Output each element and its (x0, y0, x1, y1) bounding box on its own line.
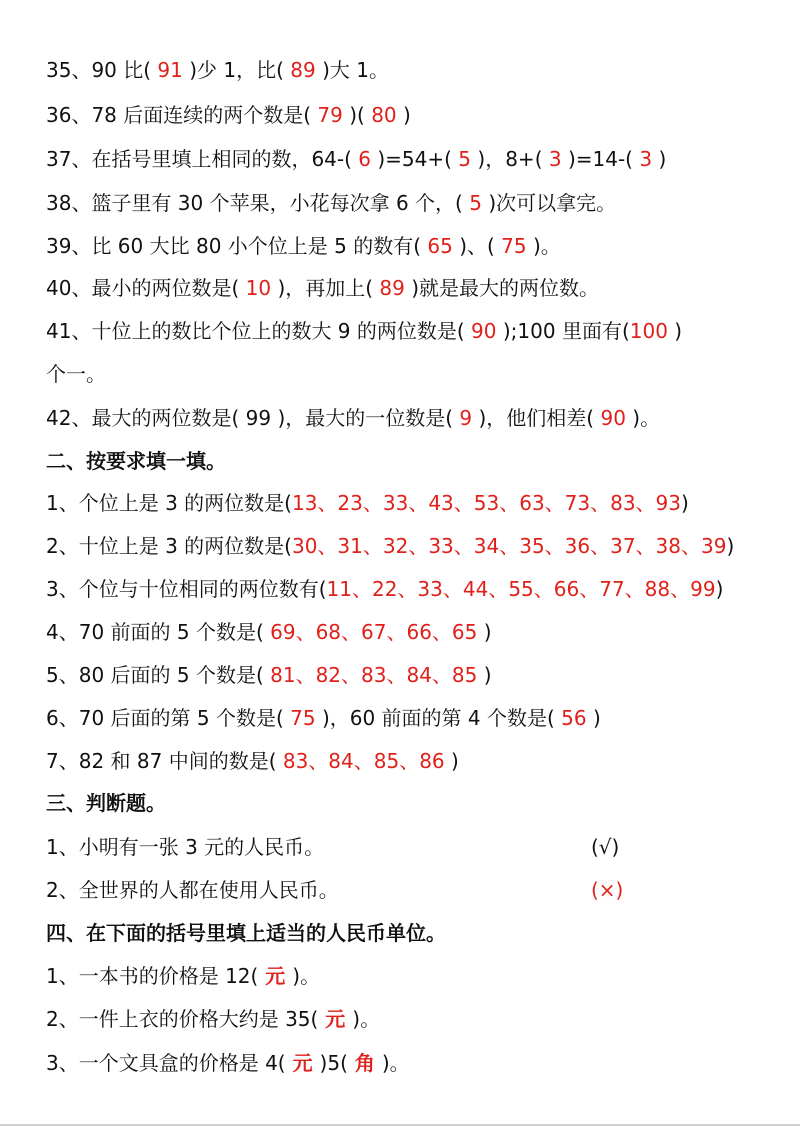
s4-text: 1、一本书的价格是 12( (46, 964, 259, 988)
q36-text: 36、78 后面连续的两个数是( (46, 103, 312, 127)
s2-text: 7、82 和 87 中间的数是( (46, 749, 277, 773)
s2-text: 3、个位与十位相同的两位数有( (46, 577, 327, 601)
q37-answer-4: 3 (632, 147, 659, 171)
question-38 (46, 183, 790, 223)
q42-text: 42、最大的两位数是( (46, 406, 240, 430)
s4-question-3 (46, 1043, 790, 1083)
s2-question-7 (46, 741, 790, 781)
s3-judgement-mark: (√) (591, 835, 620, 859)
s2-text: ) (483, 620, 492, 644)
s2-question-1 (46, 483, 790, 523)
question-39 (46, 226, 790, 266)
s2-text: ) (681, 491, 689, 515)
q37-text: )，8+( (477, 147, 543, 171)
q35-text: )大 1。 (322, 58, 389, 82)
q39-text: )。 (532, 234, 561, 258)
question-36 (46, 95, 790, 135)
q42-answer-2: 90 (594, 406, 633, 430)
q40-text: )就是最大的两位数。 (411, 276, 600, 300)
page-bottom-divider (0, 1124, 800, 1126)
q35-text: 35、90 比( (46, 58, 152, 82)
question-42 (46, 398, 790, 438)
q41-text: ) (674, 319, 683, 343)
q37-answer-2: 5 (451, 147, 478, 171)
s3-judgement-mark: (×) (591, 878, 624, 902)
q37-answer-3: 3 (542, 147, 568, 171)
s3-text: 1、小明有一张 3 元的人民币。 (46, 835, 325, 859)
s4-question-1 (46, 956, 790, 996)
s3-question-1 (46, 827, 790, 867)
q40-answer-2: 89 (373, 276, 412, 300)
s4-text: )。 (352, 1007, 381, 1031)
s2-text: ) (726, 534, 735, 558)
q35-answer-1: 91 (151, 58, 190, 82)
s2-answer: 11、22、33、44、55、66、77、88、99 (326, 577, 716, 601)
q38-answer-1: 5 (462, 191, 489, 215)
q38-text: )次可以拿完。 (488, 191, 617, 215)
s2-answer: 13、23、33、43、53、63、73、83、93 (291, 491, 682, 515)
s4-text: )5( (319, 1051, 348, 1075)
q37-text: )=54+( (377, 147, 452, 171)
s2-text: 1、个位上是 3 的两位数是( (46, 491, 292, 515)
s2-answer: 81、82、83、84、85 (263, 663, 484, 687)
s2-text: 6、70 后面的第 5 个数是( (46, 706, 284, 730)
s4-answer: 元 (285, 1051, 320, 1075)
s4-text: 2、一件上衣的价格大约是 35( (46, 1007, 319, 1031)
q42-value: 99 (239, 406, 278, 430)
s2-answer: 75 (283, 706, 322, 730)
q42-text: )，他们相差( (478, 406, 595, 430)
question-40 (46, 268, 790, 308)
s2-text: )，60 前面的第 4 个数是( (321, 706, 555, 730)
question-41-continued (46, 354, 790, 394)
section-3-heading: 三、判断题。 (46, 791, 166, 815)
s2-text: ) (483, 663, 492, 687)
q41-text: 41、十位上的数比个位上的数大 9 的两位数是( (46, 319, 465, 343)
s2-text: ) (592, 706, 601, 730)
q36-text: ) (403, 103, 411, 127)
s4-question-2 (46, 999, 790, 1039)
section-2-heading: 二、按要求填一填。 (46, 449, 226, 473)
q36-text: )( (349, 103, 365, 127)
q39-answer-2: 75 (494, 234, 533, 258)
s2-text: 5、80 后面的 5 个数是( (46, 663, 264, 687)
s3-text: 2、全世界的人都在使用人民币。 (46, 878, 339, 902)
s2-question-6 (46, 698, 790, 738)
s2-text: ) (715, 577, 724, 601)
s4-answer: 元 (318, 1007, 353, 1031)
q41-answer-1: 90 (464, 319, 503, 343)
s2-answer: 69、68、67、66、65 (263, 620, 484, 644)
q37-text: ) (658, 147, 667, 171)
s2-text: 4、70 前面的 5 个数是( (46, 620, 264, 644)
q42-text: )，最大的一位数是( (277, 406, 454, 430)
s3-question-2 (46, 870, 790, 910)
q36-answer-2: 80 (364, 103, 404, 127)
q39-text: 39、比 60 大比 80 小个位上是 5 的数有( (46, 234, 422, 258)
q40-answer-1: 10 (239, 276, 278, 300)
s2-answer: 56 (554, 706, 593, 730)
section-4-heading: 四、在下面的括号里填上适当的人民币单位。 (46, 921, 446, 945)
s4-answer: 角 (347, 1051, 382, 1075)
q40-text: )，再加上( (277, 276, 374, 300)
s4-text: )。 (381, 1051, 410, 1075)
q37-answer-1: 6 (351, 147, 378, 171)
s2-question-5 (46, 655, 790, 695)
q41-text: );100 里面有( (502, 319, 630, 343)
q40-text: 40、最小的两位数是( (46, 276, 240, 300)
s2-text: 2、十位上是 3 的两位数是( (46, 534, 292, 558)
q42-text: )。 (632, 406, 661, 430)
s4-text: )。 (292, 964, 321, 988)
q39-answer-1: 65 (421, 234, 460, 258)
question-37 (46, 139, 790, 179)
q37-text: )=14-( (567, 147, 633, 171)
question-35 (46, 50, 790, 90)
s4-text: 3、一个文具盒的价格是 4( (46, 1051, 286, 1075)
q38-text: 38、篮子里有 30 个苹果，小花每次拿 6 个，( (46, 191, 463, 215)
q41-answer-2: 100 (629, 319, 675, 343)
q37-text: 37、在括号里填上相同的数，64-( (46, 147, 352, 171)
q36-answer-1: 79 (311, 103, 350, 127)
s2-question-2 (46, 526, 790, 566)
s4-answer: 元 (258, 964, 293, 988)
q35-answer-2: 89 (283, 58, 323, 82)
s2-text: ) (451, 749, 459, 773)
q41-text: 个一。 (46, 362, 106, 386)
q42-answer-1: 9 (453, 406, 479, 430)
s2-question-3 (46, 569, 790, 609)
s2-answer: 30、31、32、33、34、35、36、37、38、39 (291, 534, 727, 558)
s2-answer: 83、84、85、86 (276, 749, 452, 773)
q35-text: )少 1，比( (189, 58, 284, 82)
q39-text: )、( (459, 234, 495, 258)
question-41 (46, 311, 790, 351)
s2-question-4 (46, 612, 790, 652)
